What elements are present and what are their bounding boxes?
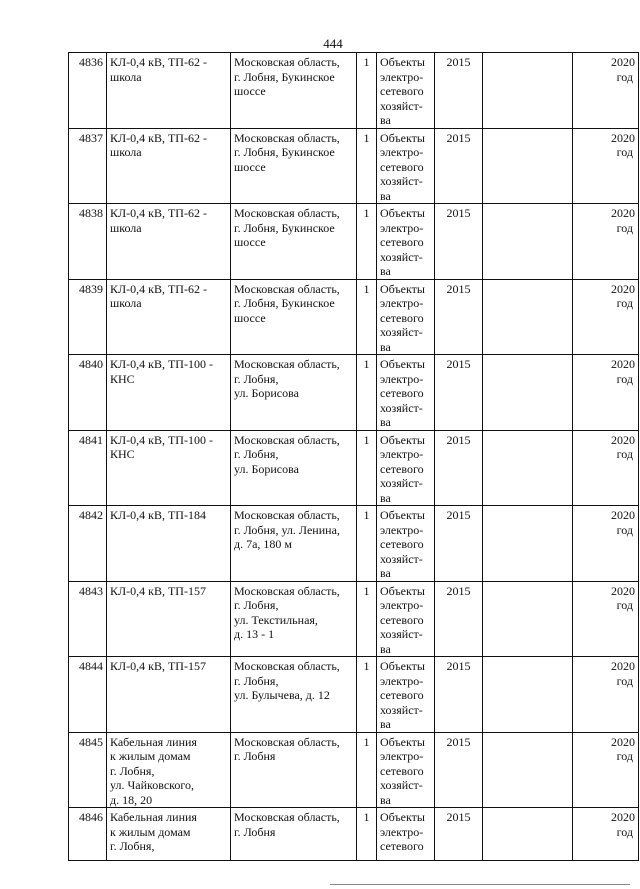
object-name: КЛ-0,4 кВ, ТП-157 bbox=[107, 657, 231, 733]
table-row bbox=[69, 430, 639, 506]
object-address: Московская область, г. Лобня, Букинское шоссе bbox=[231, 53, 357, 129]
term-cell bbox=[573, 732, 639, 808]
object-quantity: 1 bbox=[357, 430, 377, 506]
term-cell bbox=[573, 355, 639, 431]
table-row bbox=[69, 506, 639, 582]
term-cell bbox=[573, 204, 639, 280]
object-quantity: 1 bbox=[357, 128, 377, 204]
object-name: Кабельная линия к жилым домам г. Лобня, bbox=[107, 808, 231, 861]
object-name: КЛ-0,4 кВ, ТП-184 bbox=[107, 506, 231, 582]
row-number: 4840 bbox=[69, 355, 107, 431]
term-year: 2020 bbox=[611, 357, 635, 371]
empty-cell bbox=[483, 279, 573, 355]
term-unit: год bbox=[616, 598, 633, 612]
row-number: 4839 bbox=[69, 279, 107, 355]
row-number: 4836 bbox=[69, 53, 107, 129]
object-address: Московская область, г. Лобня, ул. Булычева, д. 12 bbox=[231, 657, 357, 733]
object-address: Московская область, г. Лобня, ул. Ленина, д. 7а, 180 м bbox=[231, 506, 357, 582]
row-number: 4837 bbox=[69, 128, 107, 204]
table-row bbox=[69, 355, 639, 431]
empty-cell bbox=[483, 355, 573, 431]
term-year: 2020 bbox=[611, 432, 635, 447]
object-category: Объекты электро- сетевого хозяйст- ва bbox=[377, 506, 435, 582]
table-row bbox=[69, 732, 639, 808]
term-unit: год bbox=[616, 220, 633, 235]
object-quantity: 1 bbox=[357, 732, 377, 808]
term-unit: год bbox=[616, 522, 633, 537]
empty-cell bbox=[483, 581, 573, 657]
object-quantity: 1 bbox=[357, 355, 377, 431]
commission-year: 2015 bbox=[435, 430, 483, 506]
object-category: Объекты электро- сетевого хозяйст- ва bbox=[377, 279, 435, 355]
empty-cell bbox=[483, 657, 573, 733]
row-number: 4838 bbox=[69, 204, 107, 280]
table-row bbox=[69, 204, 639, 280]
term-cell bbox=[573, 430, 639, 506]
object-name: КЛ-0,4 кВ, ТП-62 - школа bbox=[107, 204, 231, 280]
object-quantity: 1 bbox=[357, 581, 377, 657]
object-name: КЛ-0,4 кВ, ТП-100 - КНС bbox=[107, 355, 231, 431]
table-row bbox=[69, 128, 639, 204]
term-unit: год bbox=[616, 296, 633, 310]
term-year: 2020 bbox=[611, 206, 635, 220]
row-number: 4845 bbox=[69, 732, 107, 808]
row-number: 4844 bbox=[69, 657, 107, 733]
empty-cell bbox=[483, 204, 573, 280]
object-address: Московская область, г. Лобня, ул. Борисова bbox=[231, 355, 357, 431]
object-address: Московская область, г. Лобня, ул. Текстильная, д. 13 - 1 bbox=[231, 581, 357, 657]
empty-cell bbox=[483, 430, 573, 506]
term-unit: год bbox=[616, 69, 633, 84]
object-address: Московская область, г. Лобня bbox=[231, 732, 357, 808]
object-quantity: 1 bbox=[357, 204, 377, 280]
registry-rows bbox=[69, 53, 639, 861]
commission-year: 2015 bbox=[435, 581, 483, 657]
term-unit: год bbox=[616, 673, 633, 688]
term-year: 2020 bbox=[611, 583, 635, 598]
term-cell bbox=[573, 808, 639, 861]
object-quantity: 1 bbox=[357, 53, 377, 129]
object-category: Объекты электро- сетевого bbox=[377, 808, 435, 861]
object-category: Объекты электро- сетевого хозяйст- ва bbox=[377, 430, 435, 506]
empty-cell bbox=[483, 732, 573, 808]
term-cell bbox=[573, 506, 639, 582]
commission-year: 2015 bbox=[435, 53, 483, 129]
page-number: 444 bbox=[323, 36, 343, 51]
commission-year: 2015 bbox=[435, 355, 483, 431]
commission-year: 2015 bbox=[435, 732, 483, 808]
object-category: Объекты электро- сетевого хозяйст- ва bbox=[377, 581, 435, 657]
scan-edge-line bbox=[330, 884, 630, 885]
empty-cell bbox=[483, 808, 573, 861]
object-name: КЛ-0,4 кВ, ТП-62 - школа bbox=[107, 53, 231, 129]
table-row bbox=[69, 279, 639, 355]
object-quantity: 1 bbox=[357, 506, 377, 582]
term-unit: год bbox=[616, 749, 633, 763]
object-address: Московская область, г. Лобня, ул. Борисова bbox=[231, 430, 357, 506]
object-category: Объекты электро- сетевого хозяйст- ва bbox=[377, 204, 435, 280]
object-name: КЛ-0,4 кВ, ТП-62 - школа bbox=[107, 128, 231, 204]
commission-year: 2015 bbox=[435, 657, 483, 733]
object-address: Московская область, г. Лобня bbox=[231, 808, 357, 861]
term-unit: год bbox=[616, 145, 633, 159]
commission-year: 2015 bbox=[435, 808, 483, 861]
table-row bbox=[69, 657, 639, 733]
term-year: 2020 bbox=[611, 659, 635, 673]
registry-table bbox=[68, 52, 639, 861]
object-category: Объекты электро- сетевого хозяйст- ва bbox=[377, 128, 435, 204]
row-number: 4843 bbox=[69, 581, 107, 657]
object-category: Объекты электро- сетевого хозяйст- ва bbox=[377, 53, 435, 129]
term-year: 2020 bbox=[611, 281, 635, 296]
row-number: 4842 bbox=[69, 506, 107, 582]
object-category: Объекты электро- сетевого хозяйст- ва bbox=[377, 732, 435, 808]
object-category: Объекты электро- сетевого хозяйст- ва bbox=[377, 657, 435, 733]
term-year: 2020 bbox=[611, 130, 635, 145]
object-category: Объекты электро- сетевого хозяйст- ва bbox=[377, 355, 435, 431]
commission-year: 2015 bbox=[435, 279, 483, 355]
row-number: 4841 bbox=[69, 430, 107, 506]
term-cell bbox=[573, 53, 639, 129]
term-year: 2020 bbox=[611, 55, 635, 69]
term-cell bbox=[573, 279, 639, 355]
term-year: 2020 bbox=[611, 508, 635, 522]
object-name: Кабельная линия к жилым домам г. Лобня, ул. Чайковского, д. 18, 20 bbox=[107, 732, 231, 808]
term-cell bbox=[573, 581, 639, 657]
object-quantity: 1 bbox=[357, 808, 377, 861]
term-cell bbox=[573, 657, 639, 733]
term-unit: год bbox=[616, 824, 633, 839]
term-unit: год bbox=[616, 447, 633, 461]
object-name: КЛ-0,4 кВ, ТП-157 bbox=[107, 581, 231, 657]
empty-cell bbox=[483, 506, 573, 582]
term-cell bbox=[573, 128, 639, 204]
commission-year: 2015 bbox=[435, 506, 483, 582]
object-address: Московская область, г. Лобня, Букинское шоссе bbox=[231, 128, 357, 204]
term-unit: год bbox=[616, 371, 633, 386]
commission-year: 2015 bbox=[435, 128, 483, 204]
object-address: Московская область, г. Лобня, Букинское шоссе bbox=[231, 279, 357, 355]
empty-cell bbox=[483, 53, 573, 129]
commission-year: 2015 bbox=[435, 204, 483, 280]
object-quantity: 1 bbox=[357, 279, 377, 355]
term-year: 2020 bbox=[611, 734, 635, 749]
table-row bbox=[69, 581, 639, 657]
object-address: Московская область, г. Лобня, Букинское шоссе bbox=[231, 204, 357, 280]
row-number: 4846 bbox=[69, 808, 107, 861]
empty-cell bbox=[483, 128, 573, 204]
table-row bbox=[69, 53, 639, 129]
table-row bbox=[69, 808, 639, 861]
object-name: КЛ-0,4 кВ, ТП-62 - школа bbox=[107, 279, 231, 355]
object-name: КЛ-0,4 кВ, ТП-100 - КНС bbox=[107, 430, 231, 506]
term-year: 2020 bbox=[611, 810, 635, 824]
object-quantity: 1 bbox=[357, 657, 377, 733]
